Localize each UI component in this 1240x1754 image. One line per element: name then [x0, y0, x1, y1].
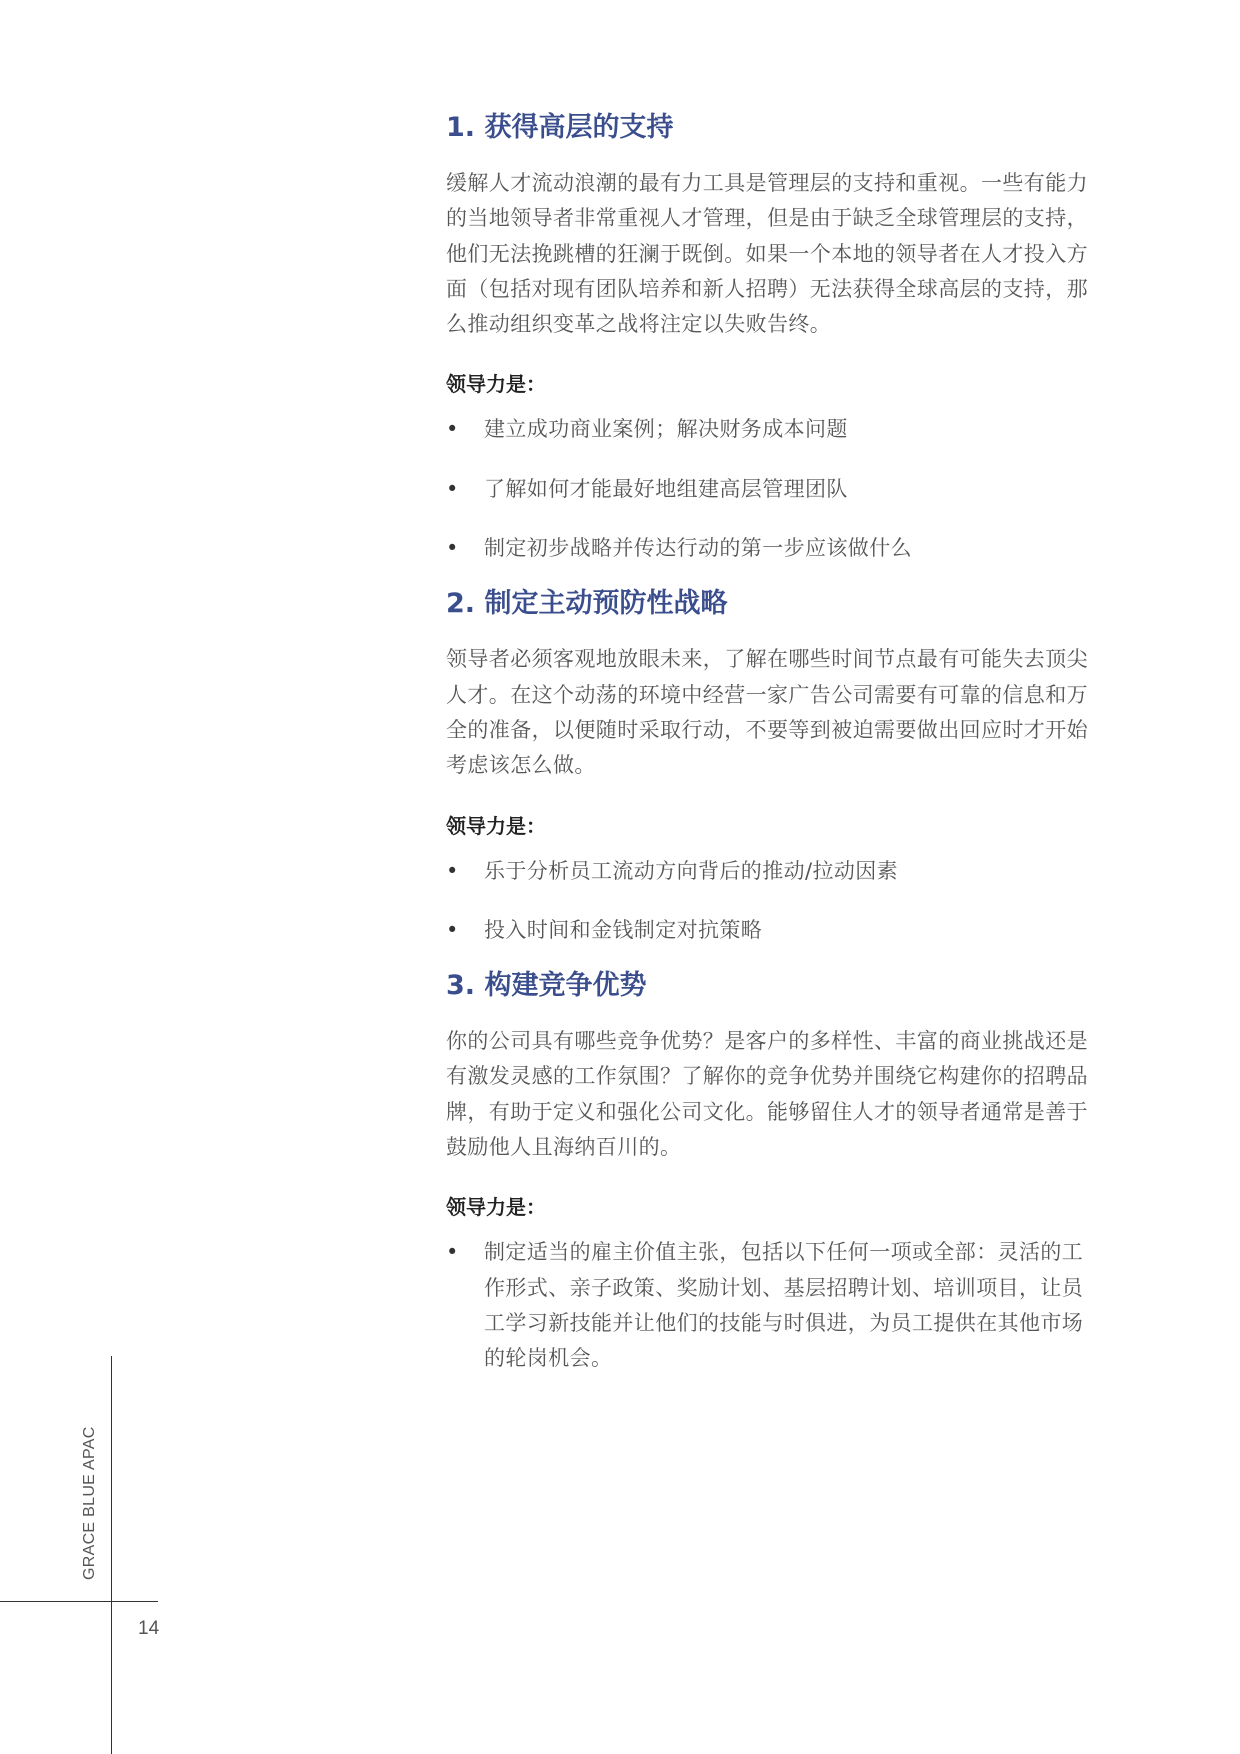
- page-number: 14: [138, 1618, 160, 1639]
- bullet-text: 投入时间和金钱制定对抗策略: [484, 917, 763, 942]
- list-item: [446, 472, 1092, 507]
- section-1-paragraph: 缓解人才流动浪潮的最有力工具是管理层的支持和重视。一些有能力的当地领导者非常重视人才管理，但是由于缺乏全球管理层的支持，他们无法挽跳槽的狂澜于既倒。如果一个本地的领导者在人才投入方面（包括对现有团队培养和新人招聘）无法获得全球高层的支持，那么推动组织变革之战将注定以失败告终。: [446, 171, 1088, 337]
- bullet-text: 制定适当的雇主价值主张，包括以下任何一项或全部：灵活的工作形式、亲子政策、奖励计划、基层招聘计划、培训项目，让员工学习新技能并让他们的技能与时俱进，为员工提供在其他市场的轮岗机会。: [484, 1240, 1084, 1371]
- bullet-text: 建立成功商业案例；解决财务成本问题: [484, 417, 848, 442]
- horizontal-rule: [0, 1601, 158, 1602]
- section-1-bullet-list: [446, 412, 1092, 566]
- list-item: [446, 1235, 1092, 1376]
- bullet-text: 乐于分析员工流动方向背后的推动/拉动因素: [484, 858, 899, 883]
- section-2-bullet-list: [446, 854, 1092, 949]
- list-item: [446, 913, 1092, 948]
- main-content: [446, 100, 1092, 1377]
- section-3-bullet-list: [446, 1235, 1092, 1376]
- section-2-title: 2. 制定主动预防性战略: [446, 588, 728, 620]
- bullet-icon: •: [446, 417, 459, 442]
- section-3-paragraph: 你的公司具有哪些竞争优势？是客户的多样性、丰富的商业挑战还是有激发灵感的工作氛围？了解你的竞争优势并围绕它构建你的招聘品牌，有助于定义和强化公司文化。能够留住人才的领导者通常是善于鼓励他人且海纳百川的。: [446, 1029, 1088, 1160]
- section-3-title: 3. 构建竞争优势: [446, 970, 647, 1002]
- section-1-title: 1. 获得高层的支持: [446, 112, 674, 143]
- bullet-text: 了解如何才能最好地组建高层管理团队: [484, 476, 848, 501]
- vertical-rule: [111, 1356, 112, 1754]
- section-1-leadership-label: 领导力是：: [446, 372, 546, 397]
- bullet-icon: •: [446, 917, 459, 942]
- list-item: [446, 412, 1092, 447]
- section-2-paragraph: 领导者必须客观地放眼未来，了解在哪些时间节点最有可能失去顶尖人才。在这个动荡的环境中经营一家广告公司需要有可靠的信息和万全的准备，以便随时采取行动，不要等到被迫需要做出回应时才开始考虑该怎么做。: [446, 647, 1088, 778]
- bullet-icon: •: [446, 536, 459, 561]
- list-item: [446, 531, 1092, 566]
- section-3-leadership-label: 领导力是：: [446, 1195, 546, 1220]
- list-item: [446, 854, 1092, 889]
- brand-label: GRACE BLUE APAC: [81, 1426, 98, 1580]
- bullet-icon: •: [446, 1240, 459, 1265]
- bullet-text: 制定初步战略并传达行动的第一步应该做什么: [484, 536, 912, 561]
- section-2-leadership-label: 领导力是：: [446, 813, 546, 838]
- bullet-icon: •: [446, 476, 459, 501]
- bullet-icon: •: [446, 858, 459, 883]
